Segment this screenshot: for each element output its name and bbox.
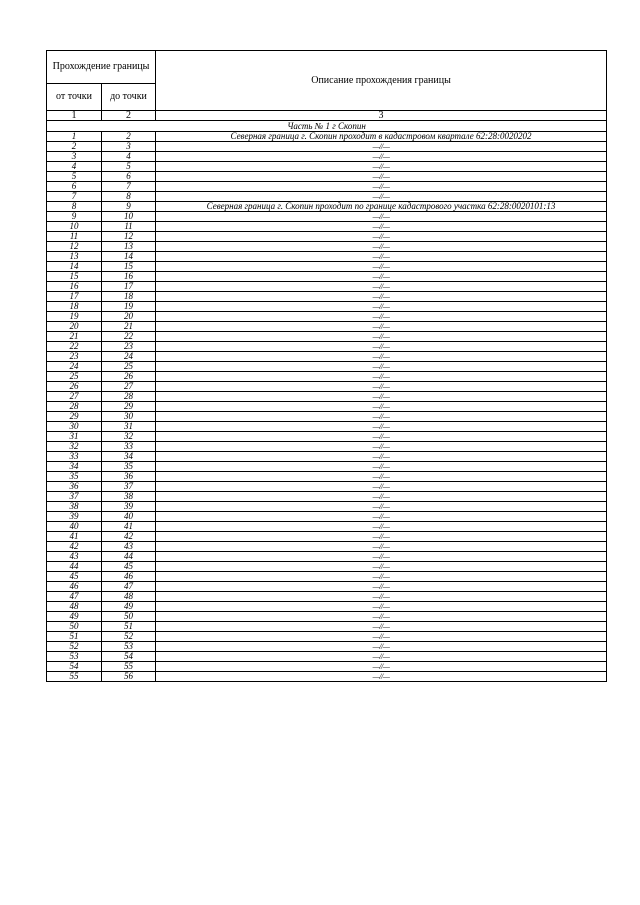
table-row [47, 212, 607, 222]
from-point-cell: 14 [47, 262, 102, 272]
description-cell: —//— [156, 192, 607, 202]
to-point-cell: 32 [102, 432, 156, 442]
to-point-cell: 34 [102, 452, 156, 462]
description-cell: —//— [156, 402, 607, 412]
from-point-cell: 26 [47, 382, 102, 392]
table-row [47, 192, 607, 202]
to-point-header: до точки [102, 84, 156, 111]
from-point-cell: 49 [47, 612, 102, 622]
to-point-cell: 25 [102, 362, 156, 372]
from-point-cell: 46 [47, 582, 102, 592]
description-cell: —//— [156, 522, 607, 532]
from-point-cell: 2 [47, 142, 102, 152]
description-cell: —//— [156, 232, 607, 242]
from-point-cell: 32 [47, 442, 102, 452]
description-cell: —//— [156, 562, 607, 572]
from-point-cell: 10 [47, 222, 102, 232]
table-row [47, 552, 607, 562]
table-row [47, 432, 607, 442]
from-point-cell: 37 [47, 492, 102, 502]
from-point-cell: 43 [47, 552, 102, 562]
description-cell: —//— [156, 212, 607, 222]
to-point-cell: 45 [102, 562, 156, 572]
description-cell: —//— [156, 462, 607, 472]
description-cell: —//— [156, 642, 607, 652]
table-row [47, 262, 607, 272]
from-point-cell: 35 [47, 472, 102, 482]
to-point-cell: 41 [102, 522, 156, 532]
table-row [47, 642, 607, 652]
part-title: Часть № 1 г Скопин [47, 121, 607, 132]
to-point-cell: 26 [102, 372, 156, 382]
from-point-cell: 11 [47, 232, 102, 242]
table-row [47, 322, 607, 332]
column-number: 2 [102, 111, 156, 121]
table-row [47, 492, 607, 502]
description-cell: —//— [156, 312, 607, 322]
table-row [47, 342, 607, 352]
from-point-cell: 16 [47, 282, 102, 292]
to-point-cell: 21 [102, 322, 156, 332]
to-point-cell: 55 [102, 662, 156, 672]
from-point-cell: 24 [47, 362, 102, 372]
to-point-cell: 29 [102, 402, 156, 412]
from-point-cell: 28 [47, 402, 102, 412]
description-cell: —//— [156, 632, 607, 642]
from-point-cell: 9 [47, 212, 102, 222]
to-point-cell: 11 [102, 222, 156, 232]
to-point-cell: 56 [102, 672, 156, 682]
to-point-cell: 4 [102, 152, 156, 162]
description-cell: —//— [156, 382, 607, 392]
from-point-cell: 54 [47, 662, 102, 672]
from-point-cell: 25 [47, 372, 102, 382]
to-point-cell: 20 [102, 312, 156, 322]
to-point-cell: 52 [102, 632, 156, 642]
description-cell: —//— [156, 372, 607, 382]
from-point-cell: 20 [47, 322, 102, 332]
description-cell: —//— [156, 612, 607, 622]
description-cell: —//— [156, 322, 607, 332]
description-cell: —//— [156, 242, 607, 252]
description-cell: —//— [156, 662, 607, 672]
table-row [47, 482, 607, 492]
table-row [47, 532, 607, 542]
table-row [47, 592, 607, 602]
column-number: 3 [156, 111, 607, 121]
from-point-cell: 23 [47, 352, 102, 362]
to-point-cell: 12 [102, 232, 156, 242]
to-point-cell: 19 [102, 302, 156, 312]
to-point-cell: 53 [102, 642, 156, 652]
table-row [47, 602, 607, 612]
to-point-cell: 51 [102, 622, 156, 632]
table-row [47, 652, 607, 662]
from-point-cell: 33 [47, 452, 102, 462]
to-point-cell: 36 [102, 472, 156, 482]
table-row [47, 232, 607, 242]
to-point-cell: 8 [102, 192, 156, 202]
description-cell: —//— [156, 482, 607, 492]
table-row [47, 422, 607, 432]
description-cell: —//— [156, 392, 607, 402]
to-point-cell: 31 [102, 422, 156, 432]
to-point-cell: 38 [102, 492, 156, 502]
table-row [47, 242, 607, 252]
table-row [47, 512, 607, 522]
description-cell: —//— [156, 432, 607, 442]
to-point-cell: 14 [102, 252, 156, 262]
table-row [47, 442, 607, 452]
from-point-cell: 3 [47, 152, 102, 162]
table-row [47, 542, 607, 552]
description-cell: —//— [156, 622, 607, 632]
from-point-header: от точки [47, 84, 102, 111]
table-row [47, 582, 607, 592]
from-point-cell: 8 [47, 202, 102, 212]
to-point-cell: 35 [102, 462, 156, 472]
table-row [47, 372, 607, 382]
table-row [47, 302, 607, 312]
from-point-cell: 45 [47, 572, 102, 582]
description-cell: —//— [156, 592, 607, 602]
table-row [47, 522, 607, 532]
description-cell: —//— [156, 272, 607, 282]
from-point-cell: 50 [47, 622, 102, 632]
table-body [47, 121, 607, 682]
table-row [47, 502, 607, 512]
table-row [47, 612, 607, 622]
table-row [47, 132, 607, 142]
from-point-cell: 18 [47, 302, 102, 312]
to-point-cell: 2 [102, 132, 156, 142]
to-point-cell: 46 [102, 572, 156, 582]
table-row [47, 402, 607, 412]
from-point-cell: 38 [47, 502, 102, 512]
to-point-cell: 13 [102, 242, 156, 252]
from-point-cell: 34 [47, 462, 102, 472]
description-cell: —//— [156, 412, 607, 422]
from-point-cell: 31 [47, 432, 102, 442]
description-cell: —//— [156, 332, 607, 342]
column-number: 1 [47, 111, 102, 121]
table-row [47, 202, 607, 212]
to-point-cell: 10 [102, 212, 156, 222]
table-row [47, 152, 607, 162]
from-point-cell: 4 [47, 162, 102, 172]
to-point-cell: 16 [102, 272, 156, 282]
document-page [46, 50, 606, 682]
table-row [47, 142, 607, 152]
description-cell: —//— [156, 262, 607, 272]
from-point-cell: 48 [47, 602, 102, 612]
description-cell: —//— [156, 352, 607, 362]
from-point-cell: 5 [47, 172, 102, 182]
from-point-cell: 22 [47, 342, 102, 352]
from-point-cell: 44 [47, 562, 102, 572]
from-point-cell: 30 [47, 422, 102, 432]
table-row [47, 632, 607, 642]
table-row [47, 182, 607, 192]
description-cell: —//— [156, 472, 607, 482]
to-point-cell: 54 [102, 652, 156, 662]
from-point-cell: 51 [47, 632, 102, 642]
to-point-cell: 5 [102, 162, 156, 172]
description-cell: —//— [156, 512, 607, 522]
to-point-cell: 47 [102, 582, 156, 592]
table-row [47, 312, 607, 322]
description-cell: —//— [156, 152, 607, 162]
description-cell: —//— [156, 172, 607, 182]
table-row [47, 172, 607, 182]
boundary-table [46, 50, 607, 682]
from-point-cell: 29 [47, 412, 102, 422]
from-point-cell: 19 [47, 312, 102, 322]
to-point-cell: 37 [102, 482, 156, 492]
to-point-cell: 9 [102, 202, 156, 212]
from-point-cell: 12 [47, 242, 102, 252]
description-cell: —//— [156, 342, 607, 352]
description-cell: —//— [156, 222, 607, 232]
table-row [47, 622, 607, 632]
table-row [47, 162, 607, 172]
description-cell: —//— [156, 672, 607, 682]
description-cell: —//— [156, 282, 607, 292]
to-point-cell: 33 [102, 442, 156, 452]
to-point-cell: 43 [102, 542, 156, 552]
from-point-cell: 55 [47, 672, 102, 682]
description-cell: —//— [156, 252, 607, 262]
description-cell: —//— [156, 552, 607, 562]
table-row [47, 452, 607, 462]
to-point-cell: 48 [102, 592, 156, 602]
description-cell: —//— [156, 452, 607, 462]
from-point-cell: 21 [47, 332, 102, 342]
description-cell: —//— [156, 652, 607, 662]
to-point-cell: 28 [102, 392, 156, 402]
description-cell: —//— [156, 442, 607, 452]
description-cell: —//— [156, 302, 607, 312]
table-row [47, 252, 607, 262]
description-cell: —//— [156, 502, 607, 512]
description-cell: —//— [156, 582, 607, 592]
description-cell: —//— [156, 492, 607, 502]
table-row [47, 282, 607, 292]
from-point-cell: 17 [47, 292, 102, 302]
from-point-cell: 36 [47, 482, 102, 492]
from-point-cell: 39 [47, 512, 102, 522]
table-row [47, 412, 607, 422]
to-point-cell: 7 [102, 182, 156, 192]
from-point-cell: 7 [47, 192, 102, 202]
from-point-cell: 41 [47, 532, 102, 542]
to-point-cell: 17 [102, 282, 156, 292]
description-cell: —//— [156, 142, 607, 152]
from-point-cell: 47 [47, 592, 102, 602]
description-cell: —//— [156, 362, 607, 372]
table-row [47, 352, 607, 362]
table-row [47, 472, 607, 482]
table-row [47, 572, 607, 582]
from-point-cell: 15 [47, 272, 102, 282]
description-header: Описание прохождения границы [156, 51, 607, 111]
description-cell: Северная граница г. Скопин проходит в кадастровом квартале 62:28:0020202 [156, 132, 607, 142]
table-row [47, 562, 607, 572]
from-point-cell: 13 [47, 252, 102, 262]
description-cell: —//— [156, 162, 607, 172]
table-row [47, 672, 607, 682]
from-point-cell: 1 [47, 132, 102, 142]
description-cell: —//— [156, 602, 607, 612]
to-point-cell: 27 [102, 382, 156, 392]
table-row [47, 392, 607, 402]
passage-header: Прохождение границы [47, 51, 156, 84]
to-point-cell: 42 [102, 532, 156, 542]
to-point-cell: 24 [102, 352, 156, 362]
from-point-cell: 40 [47, 522, 102, 532]
from-point-cell: 42 [47, 542, 102, 552]
from-point-cell: 52 [47, 642, 102, 652]
to-point-cell: 3 [102, 142, 156, 152]
to-point-cell: 18 [102, 292, 156, 302]
description-cell: Северная граница г. Скопин проходит по границе кадастрового участка 62:28:0020101:13 [156, 202, 607, 212]
to-point-cell: 6 [102, 172, 156, 182]
table-row [47, 332, 607, 342]
description-cell: —//— [156, 292, 607, 302]
to-point-cell: 15 [102, 262, 156, 272]
to-point-cell: 49 [102, 602, 156, 612]
from-point-cell: 27 [47, 392, 102, 402]
table-row [47, 382, 607, 392]
description-cell: —//— [156, 182, 607, 192]
table-row [47, 222, 607, 232]
from-point-cell: 53 [47, 652, 102, 662]
to-point-cell: 50 [102, 612, 156, 622]
to-point-cell: 23 [102, 342, 156, 352]
to-point-cell: 22 [102, 332, 156, 342]
description-cell: —//— [156, 572, 607, 582]
table-row [47, 462, 607, 472]
from-point-cell: 6 [47, 182, 102, 192]
to-point-cell: 40 [102, 512, 156, 522]
table-row [47, 662, 607, 672]
description-cell: —//— [156, 542, 607, 552]
table-row [47, 292, 607, 302]
description-cell: —//— [156, 532, 607, 542]
description-cell: —//— [156, 422, 607, 432]
to-point-cell: 44 [102, 552, 156, 562]
table-row [47, 272, 607, 282]
to-point-cell: 30 [102, 412, 156, 422]
table-row [47, 362, 607, 372]
to-point-cell: 39 [102, 502, 156, 512]
